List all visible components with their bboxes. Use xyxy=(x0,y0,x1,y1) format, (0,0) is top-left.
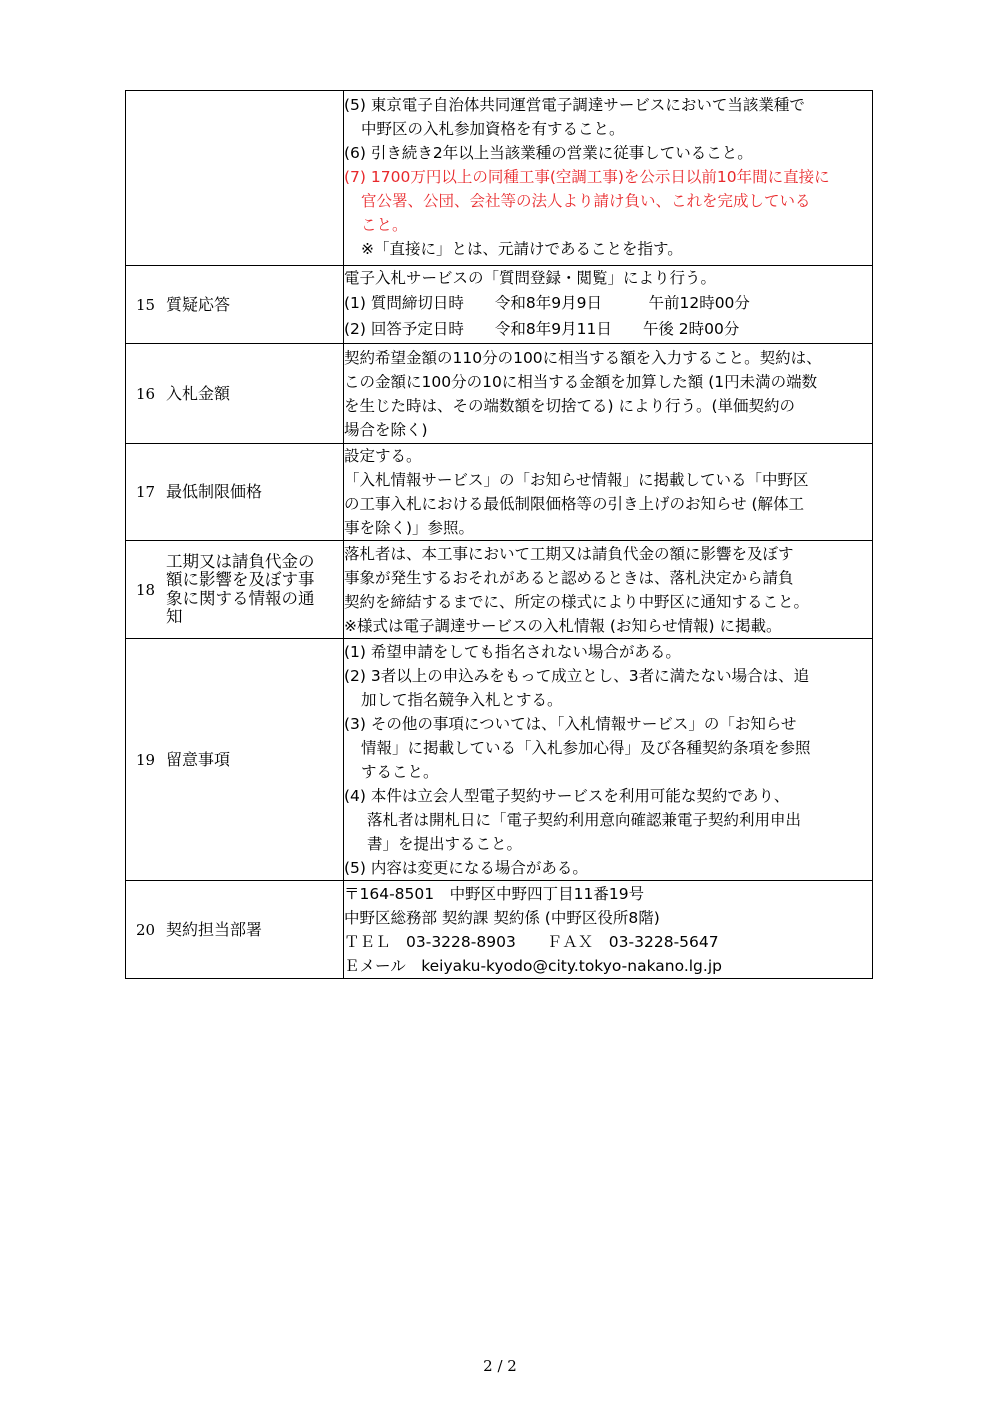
line: 書」を提出すること。 xyxy=(367,834,523,853)
address-line: 〒164-8501 中野区中野四丁目11番19号 xyxy=(344,884,645,903)
item-number: 18 xyxy=(136,580,156,599)
label-line: 工期又は請負代金の xyxy=(166,551,315,571)
line: 契約希望金額の110分の100に相当する額を入力すること。契約は、 xyxy=(344,348,822,367)
line: の工事入札における最低制限価格等の引き上げのお知らせ (解体工 xyxy=(344,495,805,513)
qualification-content xyxy=(344,91,873,266)
line: すること。 xyxy=(361,762,439,781)
line: (2) 3者以上の申込みをもって成立とし、3者に満たない場合は、追 xyxy=(344,666,810,685)
line: (5) 内容は変更になる場合がある。 xyxy=(344,858,588,877)
item-number: 16 xyxy=(136,384,156,403)
item-label: 契約担当部署 xyxy=(166,919,263,939)
row-15-qa xyxy=(126,266,873,344)
note-line: ※「直接に」とは、元請けであることを指す。 xyxy=(361,240,683,258)
line: を生じた時は、その端数額を切捨てる) により行う。(単価契約の xyxy=(344,396,796,415)
department-line: 中野区総務部 契約課 契約係 (中野区役所8階) xyxy=(344,908,660,927)
content-cell xyxy=(344,541,873,639)
page-number: 2 / 2 xyxy=(483,1357,517,1375)
line: 事を除く)」参照。 xyxy=(344,519,475,537)
content-cell xyxy=(344,639,873,881)
item-number: 17 xyxy=(136,483,156,501)
line: (5) 東京電子自治体共同運営電子調達サービスにおいて当該業種で xyxy=(344,96,805,114)
line: (6) 引き続き2年以上当該業種の営業に従事していること。 xyxy=(344,144,753,162)
label-cell xyxy=(126,639,344,881)
label-line: 象に関する情報の通 xyxy=(166,588,315,608)
item-label: 最低制限価格 xyxy=(166,482,263,501)
line: (1) 質問締切日時 令和8年9月9日 午前12時00分 xyxy=(344,294,750,312)
line: (4) 本件は立会人型電子契約サービスを利用可能な契約であり、 xyxy=(344,786,790,805)
red-line: (7) 1700万円以上の同種工事(空調工事)を公示日以前10年間に直接に xyxy=(344,168,830,186)
line: (1) 希望申請をしても指名されない場合がある。 xyxy=(344,642,681,661)
line: 「入札情報サービス」の「お知らせ情報」に掲載している「中野区 xyxy=(344,471,809,489)
item-label: 留意事項 xyxy=(166,749,231,769)
line: 事象が発生するおそれがあると認めるときは、落札決定から請負 xyxy=(344,568,794,587)
label-cell xyxy=(126,444,344,541)
line: ※様式は電子調達サービスの入札情報 (お知らせ情報) に掲載。 xyxy=(344,616,782,635)
line: 場合を除く) xyxy=(344,420,428,439)
line: 情報」に掲載している「入札参加心得」及び各種契約条項を参照 xyxy=(361,738,811,757)
item-label: 質疑応答 xyxy=(166,294,231,314)
row-20-contact xyxy=(126,881,873,979)
empty-label-cell xyxy=(126,91,344,266)
line: 落札者は開札日に「電子契約利用意向確認兼電子契約利用申出 xyxy=(367,810,802,829)
email-line[interactable]: Ｅメール keiyaku-kyodo@city.tokyo-nakano.lg.jp xyxy=(344,956,722,975)
content-cell xyxy=(344,266,873,344)
red-line: 官公署、公団、会社等の法人より請け負い、これを完成している xyxy=(361,192,811,210)
row-qualification-continued xyxy=(126,91,873,266)
line: 電子入札サービスの「質問登録・閲覧」により行う。 xyxy=(344,269,717,287)
line: 落札者は、本工事において工期又は請負代金の額に影響を及ぼす xyxy=(344,544,794,563)
line: 加して指名競争入札とする。 xyxy=(361,690,563,709)
label-line: 知 xyxy=(166,607,183,626)
line: 設定する。 xyxy=(344,447,422,465)
line: (3) その他の事項については、「入札情報サービス」の「お知らせ xyxy=(344,714,797,733)
label-cell xyxy=(126,266,344,344)
content-cell xyxy=(344,444,873,541)
row-17-minimum-price xyxy=(126,444,873,541)
item-label: 入札金額 xyxy=(166,383,231,403)
content-cell xyxy=(344,344,873,444)
label-cell xyxy=(126,541,344,639)
row-18-impact-notice xyxy=(126,541,873,639)
label-cell xyxy=(126,344,344,444)
item-number: 20 xyxy=(136,920,156,939)
label-line: 額に影響を及ぼす事 xyxy=(166,570,315,589)
item-label xyxy=(166,553,315,627)
item-number: 19 xyxy=(136,750,156,769)
content-cell xyxy=(344,881,873,979)
row-16-bid-amount xyxy=(126,344,873,444)
label-cell xyxy=(126,881,344,979)
red-line: こと。 xyxy=(361,216,408,234)
phone-fax-line: ＴＥＬ 03-3228-8903 ＦＡＸ 03-3228-5647 xyxy=(344,932,719,951)
row-19-notes xyxy=(126,639,873,881)
line: 契約を締結するまでに、所定の様式により中野区に通知すること。 xyxy=(344,592,810,611)
line: (2) 回答予定日時 令和8年9月11日 午後 2時00分 xyxy=(344,320,740,338)
line: 中野区の入札参加資格を有すること。 xyxy=(361,120,625,138)
bid-notice-table xyxy=(125,90,873,979)
line: この金額に100分の10に相当する金額を加算した額 (1円未満の端数 xyxy=(344,372,818,391)
item-number: 15 xyxy=(136,295,156,314)
